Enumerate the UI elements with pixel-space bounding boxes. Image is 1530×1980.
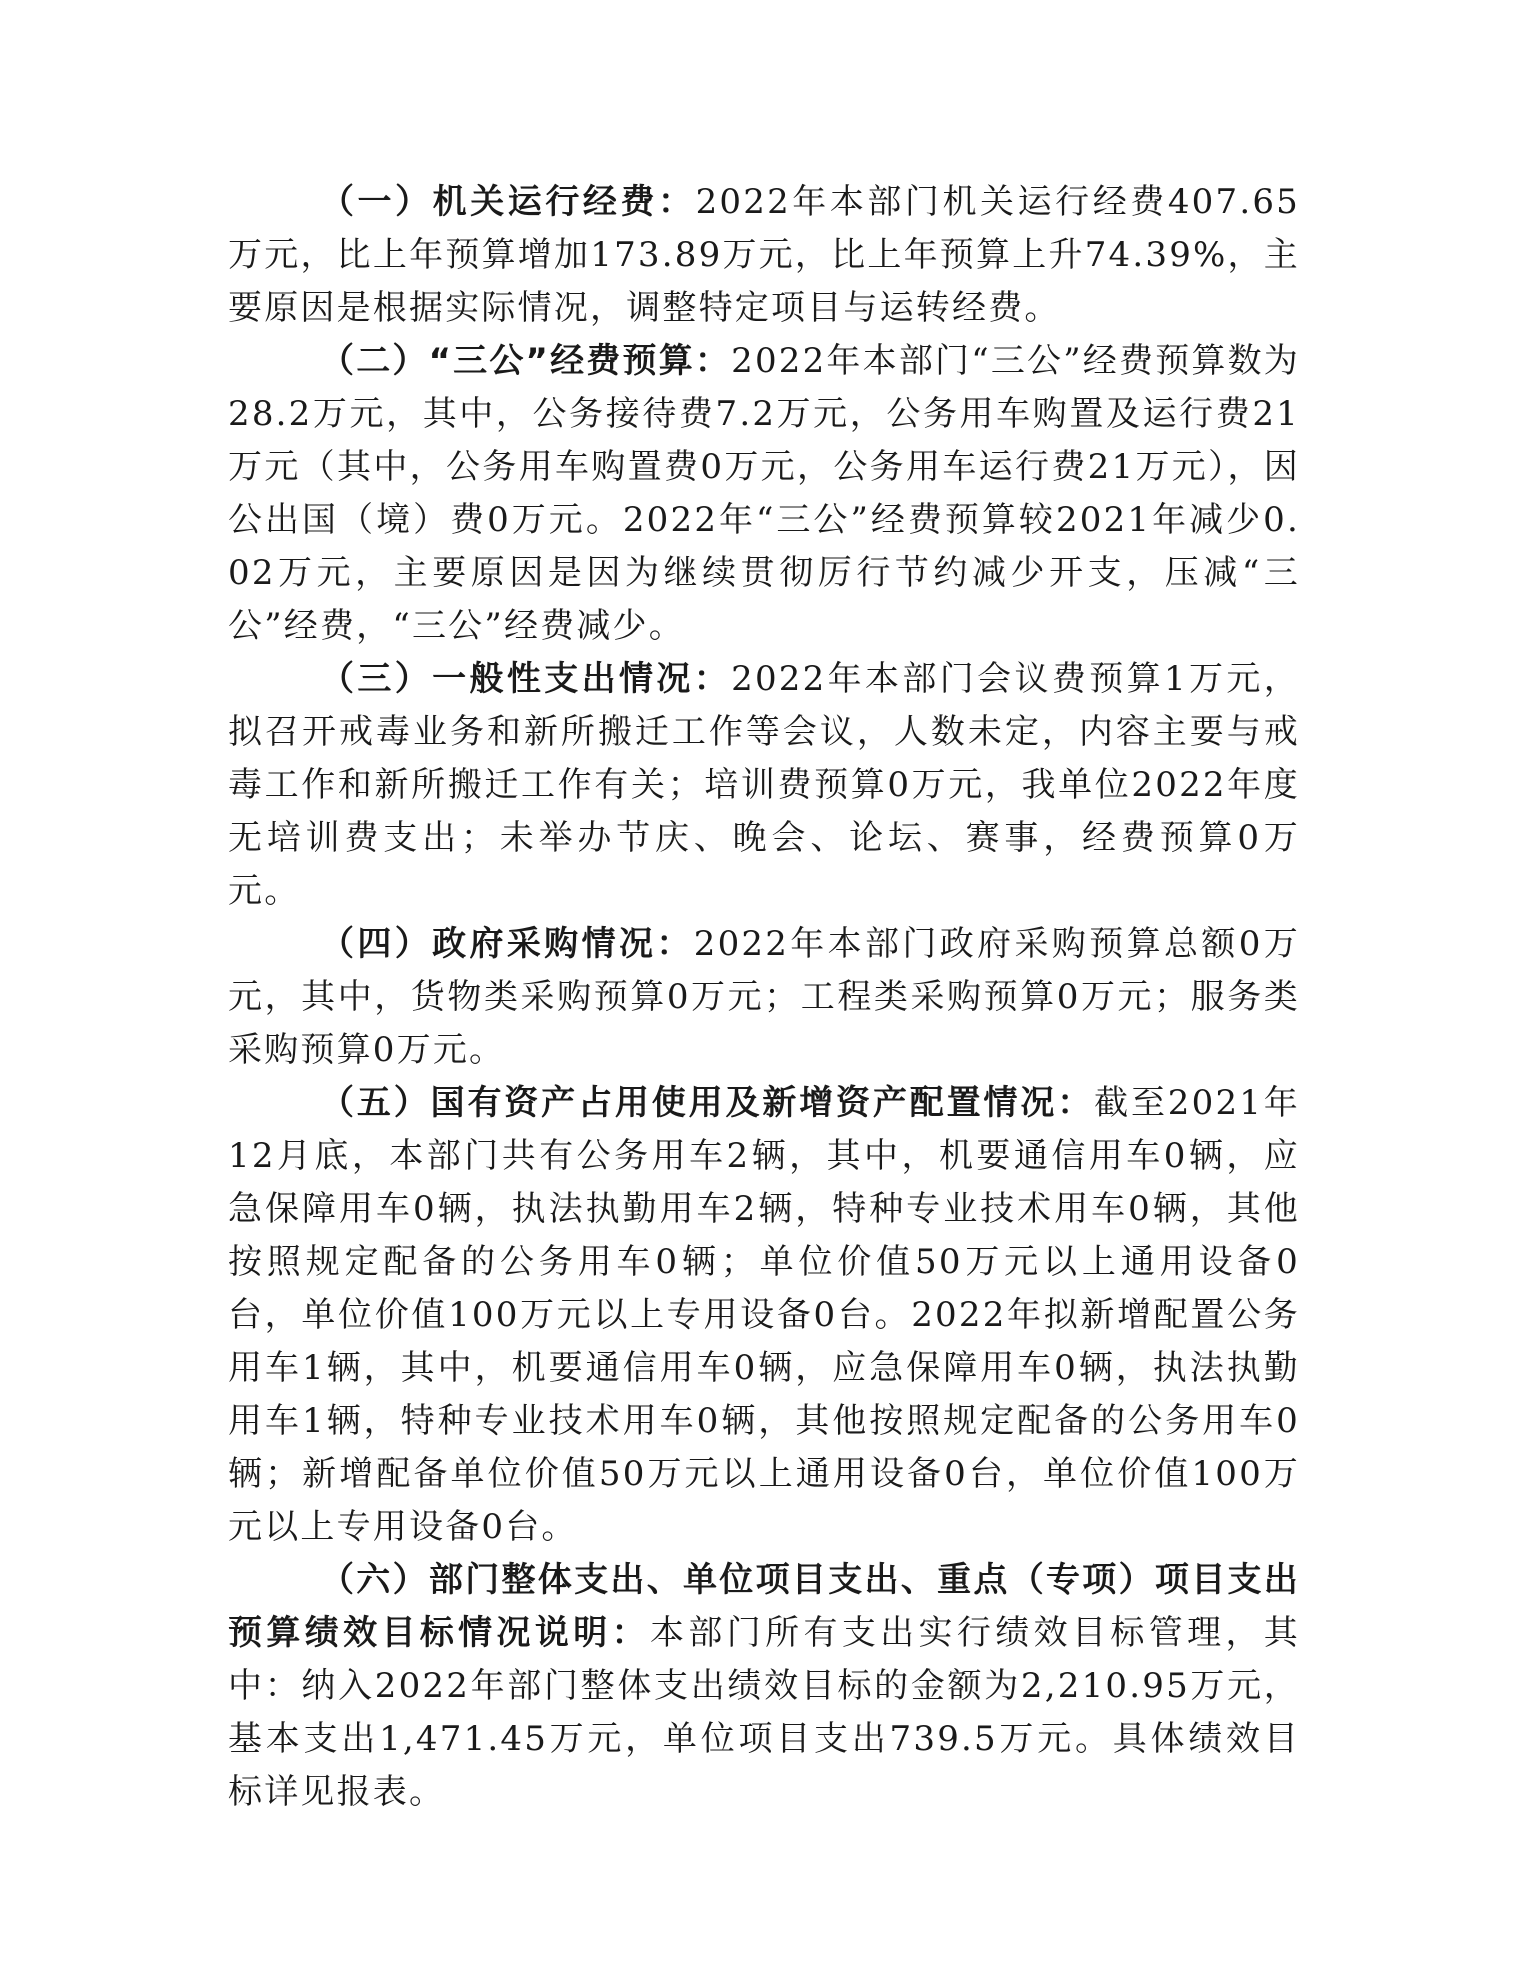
- section-body: 截至2021年12月底，本部门共有公务用车2辆，其中，机要通信用车0辆，应急保障用车0辆，执法执勤用车2辆，特种专业技术用车0辆，其他按照规定配备的公务用车0辆；单位价值50万元以上通用设备0台，单位价值100万元以上专用设备0台。2022年拟新增配置公务用车1辆，其中，机要通信用车0辆，应急保障用车0辆，执法执勤用车1辆，特种专业技术用车0辆，其他按照规定配备的公务用车0辆；新增配备单位价值50万元以上通用设备0台，单位价值100万元以上专用设备0台。: [228, 1083, 1300, 1547]
- section-paragraph-4: [228, 918, 1300, 1077]
- section-heading: （二）“三公”经费预算：: [320, 341, 732, 381]
- section-heading: （三）一般性支出情况：: [320, 659, 732, 699]
- section-body: 本部门所有支出实行绩效目标管理，其中：纳入2022年部门整体支出绩效目标的金额为2,210.95万元，基本支出1,471.45万元，单位项目支出739.5万元。具体绩效目标详见报表。: [228, 1613, 1301, 1812]
- section-body: 2022年本部门“三公”经费预算数为28.2万元，其中，公务接待费7.2万元，公务用车购置及运行费21万元（其中，公务用车购置费0万元，公务用车运行费21万元），因公出国（境）费0万元。2022年“三公”经费预算较2021年减少0.02万元，主要原因是因为继续贯彻厉行节约减少开支，压减“三公”经费，“三公”经费减少。: [228, 341, 1301, 646]
- section-paragraph-1: [228, 176, 1300, 335]
- section-paragraph-3: [228, 653, 1300, 918]
- section-body: 2022年本部门机关运行经费407.65万元，比上年预算增加173.89万元，比上年预算上升74.39%，主要原因是根据实际情况，调整特定项目与运转经费。: [228, 182, 1301, 328]
- section-body: 2022年本部门政府采购预算总额0万元，其中，货物类采购预算0万元；工程类采购预算0万元；服务类采购预算0万元。: [228, 924, 1300, 1070]
- document-page: [228, 176, 1300, 1819]
- section-paragraph-6: [228, 1554, 1300, 1819]
- section-heading: （四）政府采购情况：: [320, 924, 694, 964]
- section-paragraph-5: [228, 1077, 1300, 1554]
- section-body: 2022年本部门会议费预算1万元，拟召开戒毒业务和新所搬迁工作等会议，人数未定，内容主要与戒毒工作和新所搬迁工作有关；培训费预算0万元，我单位2022年度无培训费支出；未举办节庆、晚会、论坛、赛事，经费预算0万元。: [228, 659, 1300, 911]
- section-paragraph-2: [228, 335, 1300, 653]
- section-heading: （五）国有资产占用使用及新增资产配置情况：: [320, 1083, 1095, 1123]
- section-heading: （六）部门整体支出、单位项目支出、重点（专项）项目支出预算绩效目标情况说明：: [228, 1560, 1300, 1653]
- section-heading: （一）机关运行经费：: [320, 182, 696, 222]
